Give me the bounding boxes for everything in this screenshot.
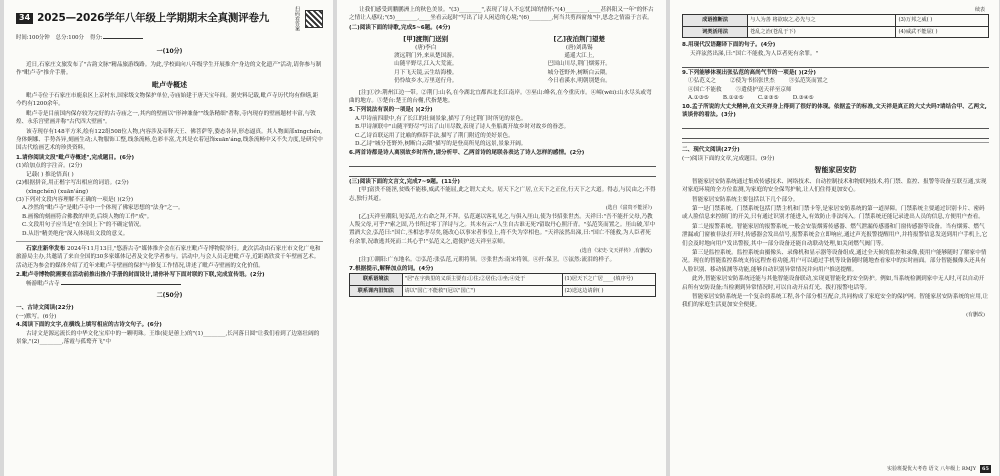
question-2: 2.毗卢寺博物院需要在活动前推出推介手册的封面设计,请你补写下面对联的下联,完成宣传语。(2分)	[16, 272, 265, 279]
option-b[interactable]: B.①②⑤	[722, 95, 744, 102]
table-cell: 联系课内旧知法	[350, 285, 403, 296]
question-1-1: (1)给加点的字注音。(2分)	[16, 163, 83, 170]
option-a[interactable]: A.沙然的"毗卢寺"是毗卢寺中一个体现了佛家思想的"法身"之一。	[22, 205, 184, 212]
qr-caption: 扫码看答案	[294, 6, 300, 31]
table-cell: 词类活用法	[683, 26, 748, 37]
poem-line: 遥遥大江上,	[564, 53, 595, 60]
option-b[interactable]: B.甲诗颔联中"山随平野尽"写出了山川尽数,表现了诗人坐船离开故乡时对故乡的眷恋。	[355, 124, 570, 131]
question-9-items	[682, 86, 989, 94]
answer-line[interactable]	[682, 120, 989, 129]
poem-b	[548, 35, 611, 85]
article-paragraph: 此外,智能家居安防系统还能与其他智能设备联动,实现更智能化的安全防护。例如,当系统检测到家中无人时,可以自动开启所有安防设备;当检测到异常情况时,可以自动开启灯光、拨打报警电话等。	[682, 276, 985, 291]
exam-title: 2025—2026学年八年级上学期期末全真测评卷九	[37, 12, 270, 25]
section-2-header: (二)阅读下面的诗歌,完成5~6题。(4分)	[349, 24, 451, 31]
table-cell: 联系语境法	[350, 274, 403, 285]
footer-text: 实验班提优大考卷 语文 八年级上 RMJY	[887, 465, 977, 472]
page-number: 34	[16, 13, 33, 23]
article-paragraph: 智能家居安防系统主要包括以下几个部分。	[692, 196, 799, 203]
pinyin-blanks[interactable]: 记载( ) 推论悟真( )	[26, 171, 74, 178]
section-b-1: (一)阅读下面的文章,完成题目。(9分)	[682, 155, 775, 162]
table-row	[683, 15, 989, 26]
section-3-header: (三)阅读下面的文言文,完成7~9题。(11分)	[349, 178, 460, 185]
poem-line: 城分苍野外,树断白云隈。	[547, 69, 611, 76]
poem-line: 巴国山川尽,荆门烟雾开。	[547, 61, 611, 68]
table-continued-label: 续表	[974, 7, 985, 13]
page-footer	[887, 465, 991, 473]
article-paragraph: 毗卢寺是目前国内保存较为完好的古寺庙之一,其内的壁画以"形神兼备""线条精细"著称,寺内现存的壁画题材丰富,与敦煌、永乐宫壁画并称"古代四大壁画"。	[16, 110, 316, 126]
question-9-choices	[682, 94, 989, 102]
question-9: 9.下列能够体现出张弘范的高尚气节的一项是( )(2分)	[682, 70, 816, 77]
exam-meta	[16, 34, 323, 42]
news-title: 石家庄新华发布	[26, 245, 66, 252]
item: ③弘范笑而置之	[788, 78, 828, 85]
couplet-answer[interactable]: 畅游毗卢古寺	[16, 280, 323, 288]
article-paragraph: 毗卢寺位于石家庄市鹿泉区上京村东,国家级文物保护单位,寺庙始建于唐天宝年间。据史料记载,毗卢寺历代均有修缮,距今约有1200余年。	[16, 93, 319, 108]
item: ⑤遣使护送天祥至京师	[735, 86, 792, 93]
section-a-1: (一)默写。(6分)	[16, 313, 57, 320]
table-cell: 苍乱之治(苍乱于下)	[748, 26, 896, 37]
question-1: 1.请你阅读文段"毗卢寺概述",完成题目。(6分)	[16, 154, 135, 161]
classical-text-a-source: (选自《富贵不能淫》)	[605, 205, 652, 212]
classical-text-a: [甲]富贵不能淫,贫贱不能移,威武不能屈,此之谓大丈夫。居天下之广居,立天下之正位,行天下之大道。得志,与民由之;不得志,独行其道。	[349, 187, 656, 202]
qr-code-icon[interactable]	[305, 10, 323, 28]
poem-note: [注]①沙:荆州江边一带。②荆门:山名,在今湖北宜都西北长江南岸。③巫山:峰名,在今重庆市。④嶂(wēi):山水尽头或弯曲的地方。⑤楚台:楚王的台榭,代指楚地。	[349, 89, 652, 105]
item: ①弘范义之	[688, 78, 716, 85]
article-paragraph: 该寺现存有148平方米,绘有122组508位人物,内容涉及帝释天王、佛菩萨等,姿态各异,形态逼真。其人物面部xīngchén,身体婀娜、手势各异,刻画生动;人物服饰工整,线条流畅,色彩丰富,尤其是衣着冠饰xuān'áng,线条流畅中又不失力度,是研究中国古代绘画艺术的珍贵资料。	[16, 128, 323, 152]
article-title: 智能家居安防	[814, 166, 857, 175]
poem-b-author: (唐)刘禹锡	[565, 44, 593, 51]
page-header	[16, 6, 323, 31]
table-cell-answer[interactable]: (3)万邦之威( )	[896, 15, 989, 26]
option-b[interactable]: B.画像的刻画符合佛教的审美,后续人物的工作"成"。	[22, 213, 153, 220]
table-cell-answer[interactable]: (4)威武不能屈( )	[896, 26, 989, 37]
table-cell: "居"在字典里的义项主要有:①住;②居住;③坐;④处于	[402, 274, 562, 285]
score-label: 得分:	[90, 34, 143, 42]
option-c[interactable]: C.文段用句子应当是"在全国上下"的不确定情况。	[22, 222, 145, 229]
classical-text-b-source: (选自《宋史·文天祥传》,有删改)	[579, 248, 652, 255]
item: ②使为书招张世杰	[729, 78, 775, 85]
answer-line[interactable]	[682, 59, 989, 68]
poem-line: 仍怜故乡水,万里送行舟。	[394, 78, 458, 85]
classical-text-b-note: [注]①潮阳:广东地名。②弘范:张弘范,元朝将领。③张世杰:南宋将领。④扞:保卫。⑤泫然:流泪的样子。	[359, 256, 616, 263]
news-text: 2024年11月13日,"悠游古寺"媒体推介会在石家庄毗卢寺博物院举行。此次活动由石家庄市文化广电和旅游局主办,共邀请了来自全国的30多家媒体记者及文化学者参与。活动中,与会人员走进毗卢寺,近距离欣赏千年壁画艺术。活动还为参会的媒体介绍了近年来毗卢寺壁画的保护与修复工作情况,讲述了毗卢寺壁画的文化价值。	[16, 245, 321, 269]
vocab-table	[349, 273, 656, 297]
article-paragraph: 第一是门禁系统。门禁系统包括门禁主机和门禁卡等,是家居安防系统的第一道屏障。门禁系统主要通过识别卡片、密码或人脸信息来控制门的开关,只有通过识别才能进入,有效防止非法闯入。门禁系统还能记录进出人员的信息,方便用户查看。	[682, 205, 985, 221]
answer-line[interactable]	[349, 168, 656, 177]
section-a: 一、古诗文阅读(22分)	[16, 305, 74, 312]
question-4-text[interactable]: 古诗文是源远流长的中华文化宝库中的一颗明珠。王维(徒是蕙上)的"(1)________,长河落日圆"让我们看到了边塞壮阔的景象,"(2)________,落霞与孤鹜齐飞"中	[16, 330, 320, 345]
poem-line: 山随平野尽,江入大荒流。	[394, 61, 458, 68]
question-1-2: (2)根据拼音,用正楷字写出相应的词语。(2分)	[16, 180, 129, 187]
table-cell-answer[interactable]: (2)送这边请辞( )	[562, 285, 655, 296]
table-row	[683, 26, 989, 37]
poem-a-title: [甲]渡荆门送别	[403, 35, 449, 44]
question-4-continued[interactable]: 让我们感受到鹏鹏洲上的秋色美景。"(3)________",表现了诗人不忘忧国的情怀;"(4)________,____甚斜阳又一年"的怀古之情让人感叹;"(5)________,____坐看云起时"写出了诗人闲适的心境;"(6)________,何当共剪西窗烛"中,思念之情溢于言表。	[349, 7, 654, 22]
table-cell: 与人为善 将欲取之,必先与之	[748, 15, 896, 26]
table-cell: 成语推断法	[683, 15, 748, 26]
question-1-3: (3)下列对文段内容理解不正确的一项是( )(2分)	[16, 196, 134, 203]
question-5: 5.下列说法有误的一项是( )(2分)	[349, 107, 433, 114]
answer-line[interactable]	[349, 158, 656, 167]
poems	[349, 35, 656, 85]
question-7: 7.根据提示,解释加点的词。(4分)	[349, 265, 434, 272]
exam-page-3	[670, 0, 999, 476]
poem-a-author: (唐)李白	[415, 44, 437, 51]
table-row	[350, 274, 656, 285]
option-c[interactable]: C.乙诗首联运用了比喻的修辞手法,描写了荆门附近的美好景色。	[355, 132, 514, 139]
classical-text-b: [乙]天祥至潮阳,见弘范,左右命之拜,不拜。弘范遂以客礼见之,与俱入厓山,使为书招张世杰。天祥曰:"吾不能扞父母,乃教人叛父母,可乎?"索之固,乃书所过零丁洋诗与之。其末有云:"人生自古谁无死?留取丹心照汗青。"弘范笑而置之。厓山破,军中置酒大会,弘范曰:"国亡,丞相忠孝尽矣,能改心以事宋者事皇上,将不失为宰相也。"天祥泫然出涕,曰:"国亡不能救,为人臣者死有余罪,况敢逃其死而二其心乎!"弘范义之,遣使护送天祥至京师。	[349, 213, 656, 245]
option-d[interactable]: D.从语"精美绝伦"深入体现出文段的意义。	[22, 230, 129, 237]
exam-score: 总分:100分	[55, 35, 84, 41]
vocab-table-continued	[682, 14, 989, 38]
poem-b-title: [乙]夜泊荆门望楚	[553, 35, 605, 44]
exam-time: 时间:100分钟	[16, 35, 50, 41]
question-8-sentence: 天祥泫然出涕,曰:"国亡不能救,为人臣者死有余罪。"	[690, 50, 819, 57]
option-d[interactable]: D.乙诗"城分苍野外,树断白云隈"描写的是登高所见的远景,景象开阔。	[355, 141, 527, 148]
pinyin-prompts: (xīngchén) (xuān'áng)	[26, 188, 89, 195]
article-title: 毗卢寺概述	[152, 80, 187, 89]
poem-line: 渡远荆门外,来从楚国游。	[394, 53, 458, 60]
answer-line[interactable]	[682, 130, 989, 139]
section-b-header: 二、现代文阅读(27分)	[682, 147, 740, 154]
table-cell-answer[interactable]: (1)居天下之广居____(填序号)	[562, 274, 655, 285]
part2-header: 二(50分)	[156, 291, 183, 299]
poem-a	[394, 35, 457, 85]
question-10: 10.孟子所说的大丈夫精神,在文天祥身上得到了很好的体现。依据孟子的标准,文天祥是真正的大丈夫吗?请结合甲、乙两文,谈谈你的看法。(3分)	[682, 103, 987, 119]
option-a[interactable]: A.①③⑤	[688, 95, 709, 102]
exam-page-1	[4, 0, 333, 476]
option-c[interactable]: C.②③⑤	[757, 95, 779, 102]
option-d[interactable]: D.③④⑤	[792, 95, 814, 102]
article-paragraph: 第二是报警系统。智能家居的报警系统,一般会安装烟雾传感器、燃气泄漏传感器和门窗传感器等设备。当有烟雾、燃气泄漏或门窗被非法打开时,传感器会发出信号,报警系统会立即响应,通过声光报警提醒用户,并将报警信息发送到用户手机上,它们会及时地向用户发出警报,其中一部分设备还能自动联动处理,如关闭燃气阀门等。	[682, 223, 988, 247]
question-9-items	[682, 77, 989, 85]
article-paragraph: 智能家居安防系统通过集成传感技术、网络技术、自动控制技术和物联网技术,将门禁、监控、报警等设备互联互通,实现对家庭环境的全方位监测,为家庭的安全保驾护航,让人们住得更加安心。	[682, 178, 987, 194]
table-cell: 请以"国亡不能救"(冠以"国亡")	[402, 285, 562, 296]
intro-text: 近日,石家庄文旅发布了"古韵文脉"精品旅游线路。为此,学校面向八年级学生开展推介"身边的文化遗产"活动,请你参与制作"毗卢寺"推介手册。	[16, 61, 322, 77]
article-source: (有删改)	[966, 311, 985, 318]
part1-header: 一(10分)	[156, 48, 183, 56]
item: ④国亡不能救	[688, 86, 722, 93]
poem-line: 月下飞天镜,云生结海楼。	[394, 69, 458, 76]
option-a[interactable]: A.甲诗前四联中,有了长江的壮阔景象,描写了舟过荆门时所见的景色。	[355, 115, 527, 122]
exam-page-2	[337, 0, 666, 476]
table-row	[350, 285, 656, 296]
question-6: 6.两首诗都是诗人离别故乡时所作,请分析甲、乙两首诗的尾联各表达了诗人怎样的感情。(2分)	[349, 149, 585, 156]
footer-page-number: 65	[982, 465, 989, 472]
article-paragraph: 第三是监控系统。监控系统由摄像头、录像机和显示器等设备组成,通过全天候的监控和录像,使用户能够随时了解家中情况。现在的智能监控系统支持远程查看功能,用户可以通过手机等设备随时随地查看家中的实时画面。部分智能摄像头还具有人脸识别、移动侦测等功能,能够自动识别异常情况并向用户推送提醒。	[682, 249, 987, 273]
poem-line: 今日看溪水,明朝别楚台。	[547, 78, 611, 85]
question-4: 4.阅读下面的文字,在横线上填写相应的古诗文句子。(6分)	[16, 322, 162, 329]
question-8: 8.用现代汉语翻译下面的句子。(4分)	[682, 42, 776, 49]
article-paragraph: 智能家居安防系统是一个复杂的系统工程,各个部分相互配合,共同构成了家庭安全的保护网。智能家居安防系统的应用,让我们的家庭生活更加安全便捷。	[682, 293, 989, 309]
